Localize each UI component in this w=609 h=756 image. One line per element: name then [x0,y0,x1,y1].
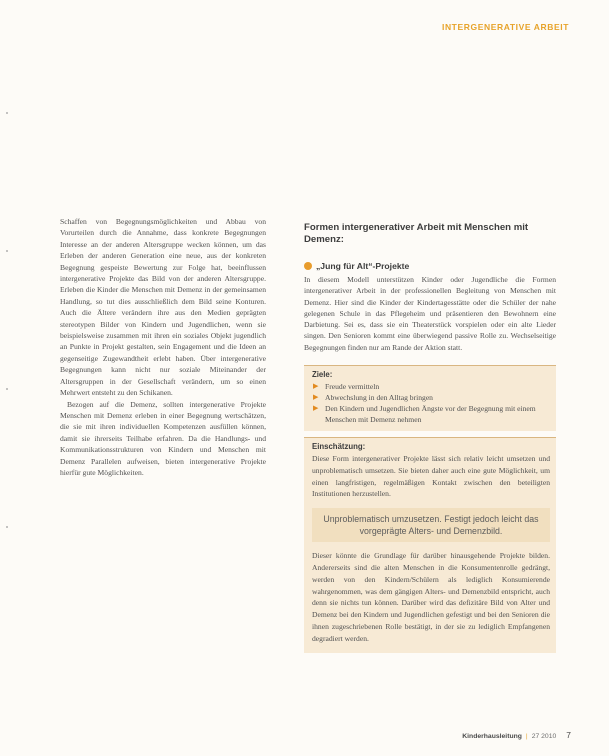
section-tag: INTERGENERATIVE ARBEIT [441,22,569,32]
list-item: ▶ Freude vermitteln [313,382,380,392]
magazine-name: Kinderhausleitung [462,733,522,740]
assessment-label: Einschätzung: [312,442,366,452]
assessment-box [304,437,556,653]
page-footer [462,730,571,740]
subsection-body: In diesem Modell unterstützen Kinder oder Jugendliche die Formen intergenerativer Arbeit in der professionellen Begleitung von Menschen mit Demenz. Hier sind die Kinder der Kindertagesstätte oder die Schüler der nahe gelegenen Schule in das Pflegeheim und präsentieren den Bewohnern eine Darbietung. Sei es, dass sie ein Theaterstück vorspielen oder ein alte Lieder singen. Den Senioren kommt eine überwiegend passive Rolle zu. Wechselseitige Begegnungen finden nur am Rande der Aktion statt. [304,275,556,352]
orange-dot-icon [304,262,312,270]
assessment-intro: Diese Form intergenerativer Projekte lässt sich relativ leicht umsetzen und unproblematisch umsetzen. Sie bieten daher auch eine gute Möglichkeit, um einen langfristigen, regelmäßigen Kontakt zwischen den beteiligten Institutionen herzustellen. [312,454,550,499]
goals-list [312,381,550,425]
list-item: ▶ Den Kindern und Jugendlichen Ängste vor der Begegnung mit einem Menschen mit Demenz nehmen [313,404,536,425]
triangle-bullet-icon: ▶ [313,404,319,413]
subsection-heading [304,261,556,271]
edge-mark [6,250,8,252]
left-paragraph: Bezogen auf die Demenz, sollten intergenerative Projekte Menschen mit Demenz erleben in einer Begegnung wertschätzen, die sie mit ihren individuellen Kompetenzen ausfüllen können, damit sie ihrerseits Teilhabe erfahren. Da die Handlungs- und Kommunikationsstrukturen von Kindern und Menschen mit Demenz Parallelen aufweisen, bieten intergenerative Projekte hierfür gute Möglichkeiten. [60,399,266,477]
edge-mark [6,112,8,114]
edge-mark [6,526,8,528]
left-paragraph: Schaffen von Begegnungsmöglichkeiten und Abbau von Vorurteilen durch die Annahme, dass konkrete Begegnungen Interesse an der anderen Altersgruppe wecken können, um das Erleben der anderen Generation eine neue, aus der konkreten Begegnung gespeiste Bewertung zur Folge hat, beeinflussen intergenerative Projekte das Bild von der anderen Altersgruppe. Erleben die Kinder die Menschen mit Demenz in der gemeinsamen Handlung, so tut dies ausschließlich dem Bild seine Konturen. Auch die Ältere verändern ihre aus den Medien geprägten stereotypen Bilder von Kindern und Jugendlichen, wenn sie beispielsweise zusammen mit ihren ein soziales Objekt jugendlich an Punkte in Projekt gestalten, sein Engagement und die Ideen an gegenseitige Zugewandtheit erlebt haben. Über intergenerative Begegnungen kann nicht nur soziale Miteinander der Altersgruppen in der Gesellschaft verändern, um so einen Mehrwert entsteht zu den Schikanen. [60,217,266,398]
left-column [60,216,266,478]
right-column [304,222,556,653]
footer-separator: | [525,733,528,740]
subsection-title: „Jung für Alt“-Projekte [316,261,410,271]
list-item: ▶ Abwechslung in den Alltag bringen [313,393,433,403]
triangle-bullet-icon: ▶ [313,382,319,391]
pull-quote: Unproblematisch umzusetzen. Festigt jedoch leicht das vorgeprägte Alters- und Demenzbild. [312,508,550,542]
goals-box [304,365,556,431]
page-number: 7 [566,730,571,740]
edge-mark [6,388,8,390]
assessment-body: Dieser könnte die Grundlage für darüber hinausgehende Projekte bilden. Andererseits sind die alten Menschen in die Konsumentenrolle gedrängt, werden von den Kindern/Schülern als lediglich Konsumierende wahrgenommen, was dem gängigen Alters- und Demenzbild entspricht, auch denn sie nichts tun können. Darüber wird das defizitäre Bild von Alter und Demenz bei den Kindern und Jugendlichen gefestigt und bei den Senioren die ihnen zugeschriebenen Rolle bestätigt, in der sie zu lediglich Empfangenen degradiert werden. [312,551,550,643]
section-title: Formen intergenerativer Arbeit mit Menschen mit Demenz: [304,222,529,245]
triangle-bullet-icon: ▶ [313,393,319,402]
goals-label: Ziele: [312,370,333,380]
issue-number: 27 2010 [531,733,557,740]
